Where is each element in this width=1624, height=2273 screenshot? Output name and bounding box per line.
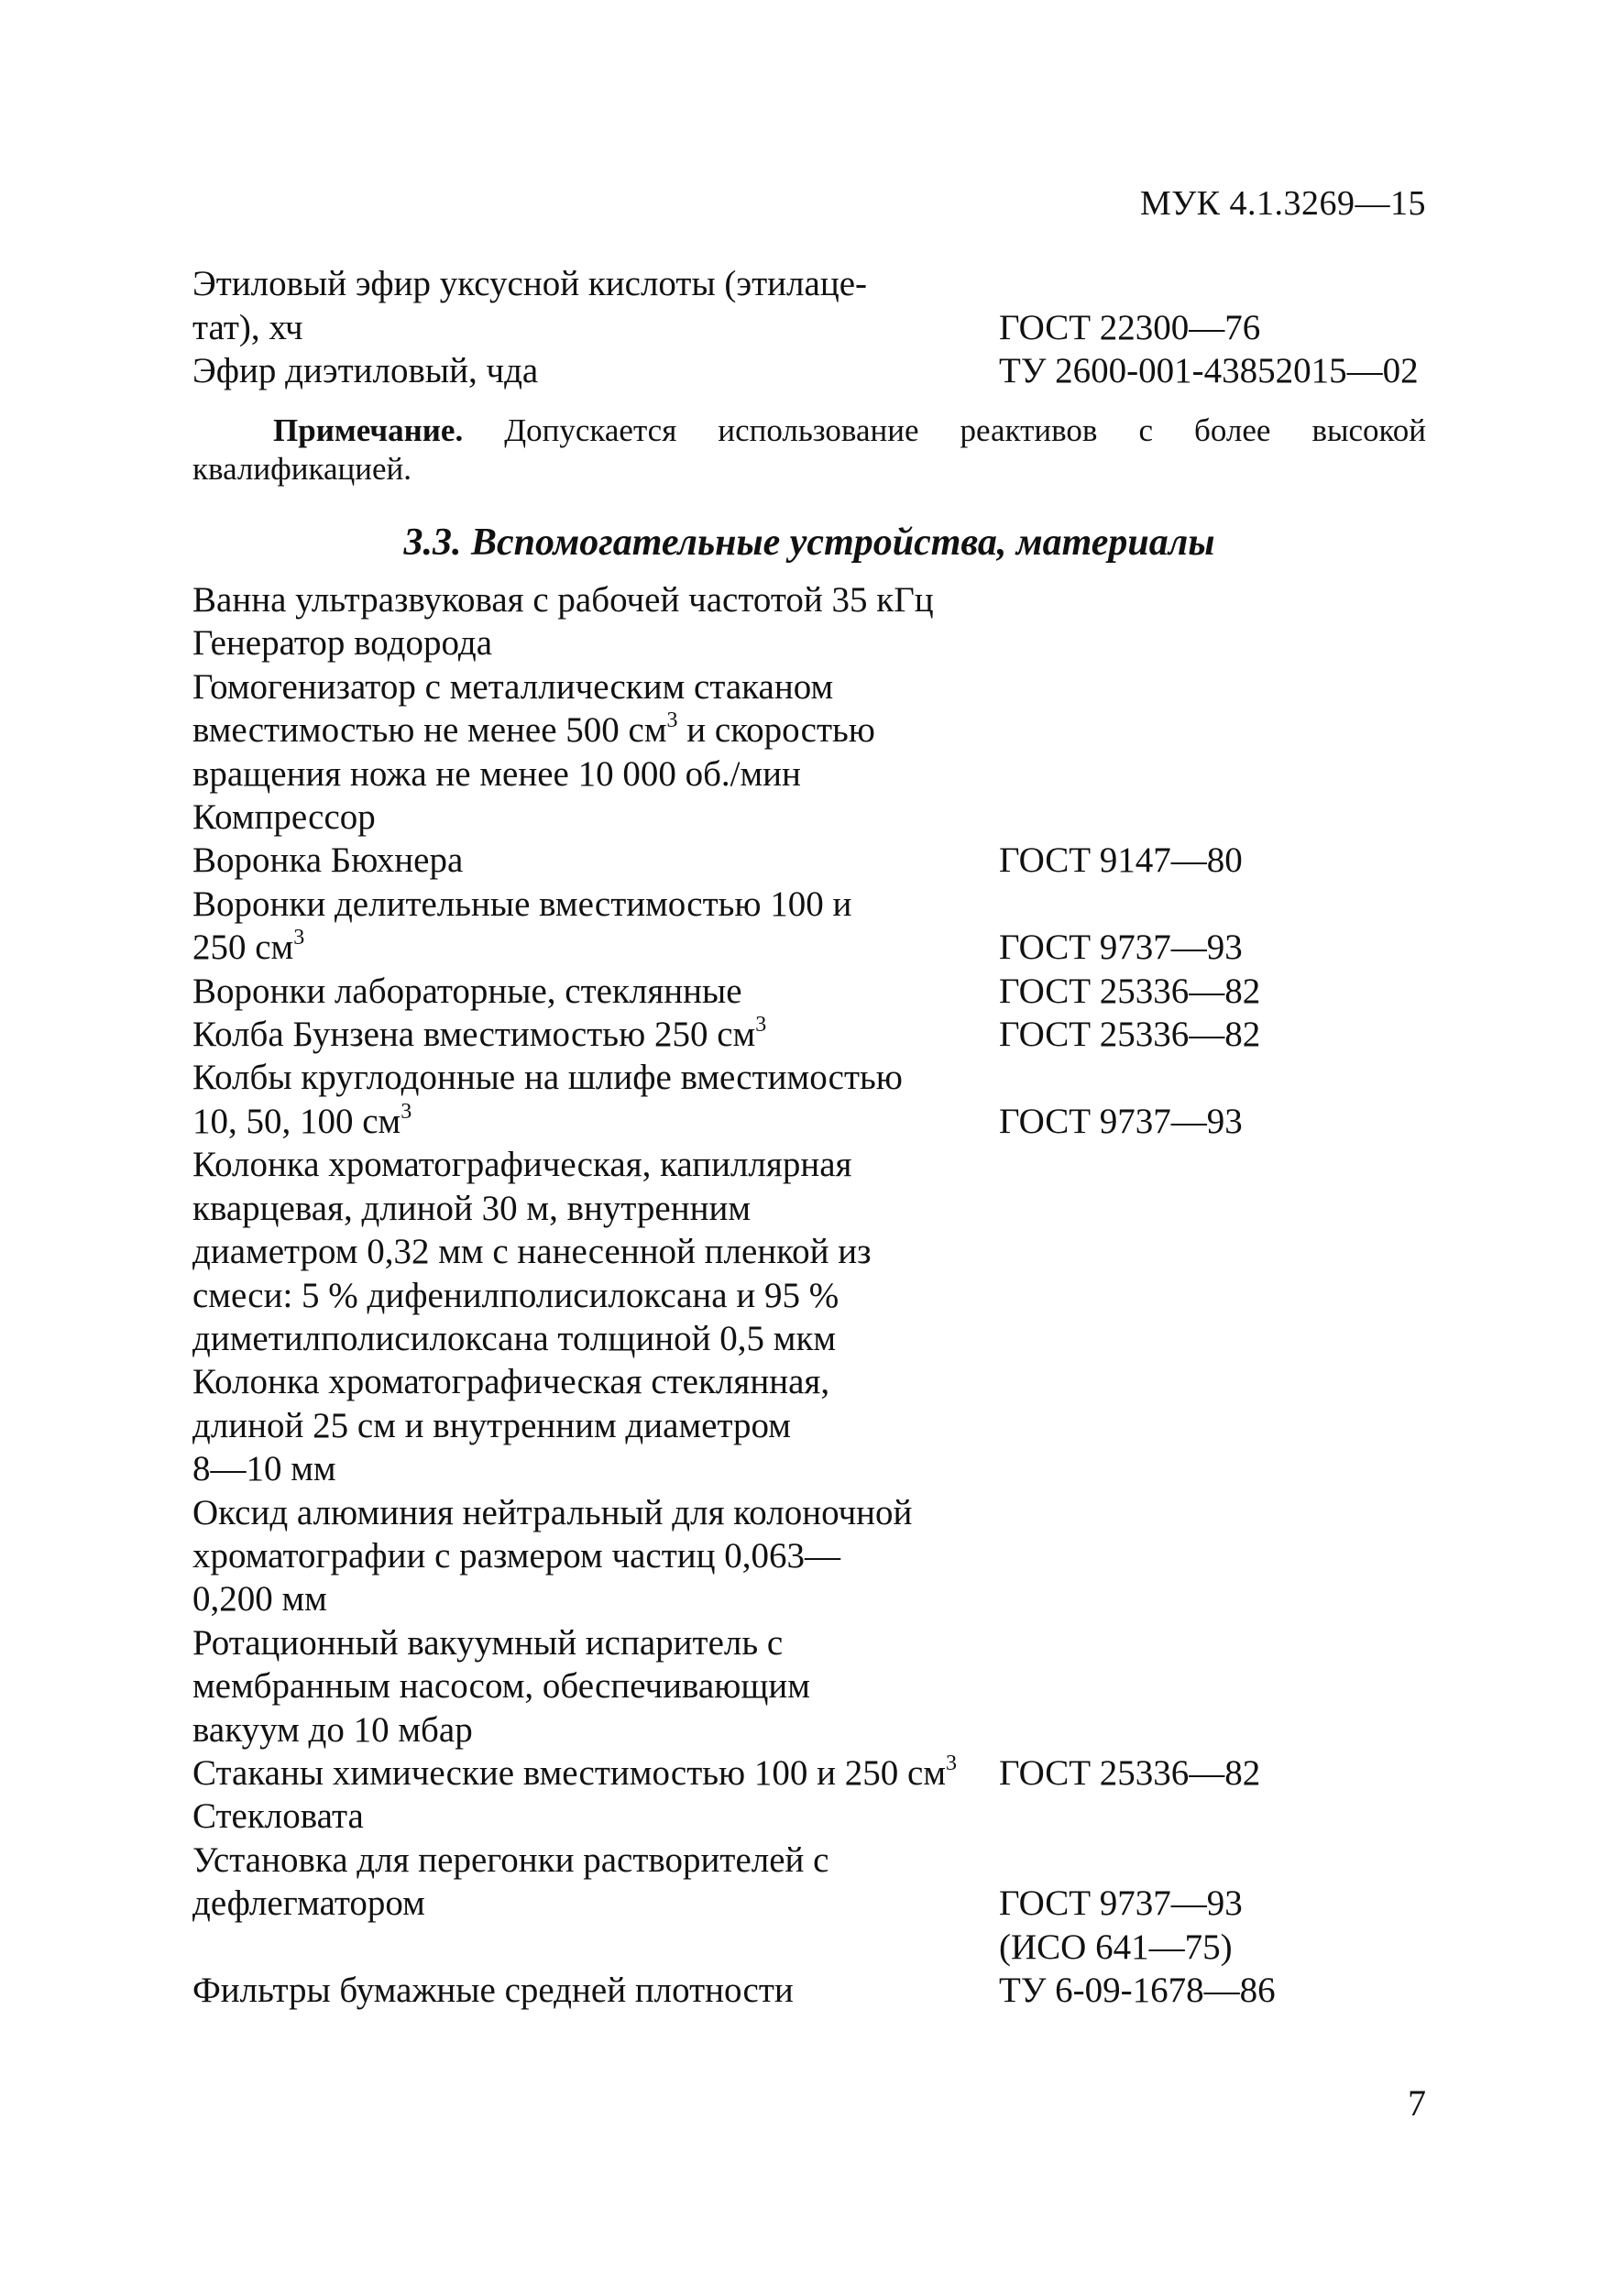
reagents-list	[192, 262, 1466, 393]
equipment-item-line: Стекловата	[192, 1796, 364, 1837]
equipment-item-line: 0,200 мм	[192, 1579, 327, 1620]
equipment-item-line: кварцевая, длиной 30 м, внутренним	[192, 1188, 751, 1228]
equipment-item-name	[192, 1751, 999, 1795]
equipment-item-name	[192, 796, 999, 839]
reagent-item	[192, 262, 1466, 349]
note-paragraph	[192, 412, 1426, 489]
equipment-item-line: длиной 25 см и внутренним диаметром	[192, 1405, 791, 1445]
equipment-item-line: дефлегматором	[192, 1883, 425, 1924]
equipment-item-standard: ГОСТ 25336—82	[999, 1015, 1261, 1055]
page-number: 7	[1408, 2082, 1426, 2124]
equipment-item-standard	[999, 578, 1466, 621]
equipment-item-line: смеси: 5 % дифенилполисилоксана и 95 %	[192, 1275, 839, 1315]
equipment-item-line: диметилполисилоксана толщиной 0,5 мкм	[192, 1318, 837, 1358]
equipment-item-line: Колба Бунзена вместимостью 250 $см^3$	[192, 1013, 767, 1055]
equipment-item-line: 10, 50, 100 $см^3$	[192, 1099, 412, 1141]
equipment-item-line: Ротационный вакуумный испаритель с	[192, 1622, 784, 1663]
equipment-item-standard: ГОСТ 25336—82	[999, 1752, 1261, 1793]
superscript-3: 3	[401, 1099, 412, 1124]
equipment-item-line: Колонка хроматографическая стеклянная,	[192, 1362, 830, 1402]
equipment-item-standard: ГОСТ 9737—93	[999, 1101, 1243, 1141]
equipment-item	[192, 1491, 1466, 1621]
note-text: Допускается использование реактивов с более высокой квалификацией.	[192, 412, 1426, 487]
equipment-item-name	[192, 578, 999, 621]
equipment-item-line: хроматографии с размером частиц 0,063—	[192, 1535, 840, 1576]
equipment-item	[192, 1751, 1466, 1795]
section-title: 3.3. Вспомогательные устройства, материалы	[403, 522, 1215, 564]
equipment-item-standard: ТУ 6-09-1678—86	[999, 1971, 1276, 2010]
equipment-item-line: Генератор водорода	[192, 623, 493, 664]
equipment-item-line: Ванна ультразвуковая с рабочей частотой 35 кГц	[192, 580, 934, 620]
equipment-item-line: вращения ножа не менее 10 000 об./мин	[192, 753, 801, 794]
equipment-item-name	[192, 1839, 999, 1926]
equipment-item-line: вместимостью не менее 500 $см^3$ и скоростью	[192, 708, 875, 751]
equipment-item-standard: ГОСТ 25336—82	[999, 971, 1261, 1011]
superscript-3: 3	[666, 708, 678, 733]
equipment-item	[192, 1013, 1466, 1056]
equipment-item-standard: ГОСТ 9737—93	[999, 928, 1243, 968]
equipment-item-line: Гомогенизатор с металлическим стаканом	[192, 666, 834, 707]
equipment-item-name	[192, 665, 999, 796]
equipment-item-line: диаметром 0,32 мм с нанесенной пленкой из	[192, 1232, 872, 1272]
equipment-item-line: 8—10 мм	[192, 1449, 336, 1489]
superscript-3: 3	[946, 1751, 958, 1775]
equipment-item-standard: (ИСО 641—75)	[999, 1927, 1233, 1967]
equipment-item-standard: ГОСТ 9147—80	[999, 840, 1243, 881]
superscript-3: 3	[293, 926, 305, 950]
equipment-item	[192, 578, 1466, 621]
reagent-item-name	[192, 262, 999, 349]
equipment-item-line: Стаканы химические вместимостью 100 и 250 $см^3$	[192, 1751, 958, 1793]
equipment-item-line: мембранным насосом, обеспечивающим	[192, 1666, 810, 1707]
equipment-item-line: вакуум до 10 мбар	[192, 1709, 473, 1750]
equipment-item	[192, 883, 1466, 970]
equipment-item-standard: ГОСТ 9737—93	[999, 1883, 1243, 1924]
equipment-item-name	[192, 839, 999, 882]
reagent-item-standard: ГОСТ 22300—76	[999, 307, 1261, 347]
equipment-item-line: Воронка Бюхнера	[192, 840, 464, 881]
equipment-item-name	[192, 1969, 999, 2012]
equipment-item	[192, 1969, 1466, 2012]
equipment-item	[192, 665, 1466, 796]
note-label: Примечание.	[273, 412, 464, 448]
equipment-item	[192, 1143, 1466, 1360]
equipment-item-name	[192, 883, 999, 970]
reagent-item-line: Этиловый эфир уксусной кислоты (этилаце-	[192, 264, 867, 303]
equipment-item-line: Колбы круглодонные на шлифе вместимостью	[192, 1058, 903, 1098]
equipment-item-line	[192, 1926, 999, 1969]
equipment-item-name	[192, 1795, 999, 1838]
superscript-3: 3	[755, 1013, 767, 1038]
equipment-item-standard	[999, 1795, 1466, 1838]
equipment-item	[192, 1056, 1466, 1143]
equipment-item	[192, 970, 1466, 1013]
equipment-item-name	[192, 1621, 999, 1751]
equipment-item-name	[192, 1056, 999, 1143]
reagent-item-name	[192, 349, 999, 393]
equipment-item	[192, 1926, 1466, 1969]
reagent-item-line: тат), хч	[192, 307, 303, 347]
reagent-item	[192, 349, 1466, 393]
equipment-item	[192, 1795, 1466, 1838]
equipment-item	[192, 1621, 1466, 1751]
equipment-item-line: Установка для перегонки растворителей с	[192, 1839, 829, 1880]
equipment-item-line: 250 $см^3$	[192, 926, 305, 968]
equipment-item-line: Воронки делительные вместимостью 100 и	[192, 884, 852, 924]
document-code: МУК 4.1.3269—15	[1139, 184, 1426, 223]
equipment-item	[192, 621, 1466, 664]
reagent-item-standard: ТУ 2600-001-43852015—02	[999, 351, 1419, 390]
equipment-item-name	[192, 1360, 999, 1490]
equipment-item-name	[192, 621, 999, 664]
equipment-item-line: Оксид алюминия нейтральный для колоночной	[192, 1492, 913, 1532]
equipment-item	[192, 839, 1466, 882]
equipment-item-name	[192, 1491, 999, 1621]
equipment-item	[192, 1360, 1466, 1490]
equipment-item	[192, 1839, 1466, 1926]
equipment-item-line: Воронки лабораторные, стеклянные	[192, 971, 742, 1011]
reagent-item-line: Эфир диэтиловый, чда	[192, 351, 539, 390]
equipment-item	[192, 796, 1466, 839]
equipment-item-name	[192, 1013, 999, 1056]
equipment-item-line: Компрессор	[192, 797, 376, 838]
equipment-item-standard	[999, 796, 1466, 839]
equipment-list	[192, 578, 1466, 2012]
equipment-item-name	[192, 1926, 999, 1969]
equipment-item-line: Колонка хроматографическая, капиллярная	[192, 1145, 852, 1185]
equipment-item-name	[192, 970, 999, 1013]
equipment-item-name	[192, 1143, 999, 1360]
equipment-item-line: Фильтры бумажные средней плотности	[192, 1971, 794, 2010]
equipment-item-standard	[999, 621, 1466, 664]
